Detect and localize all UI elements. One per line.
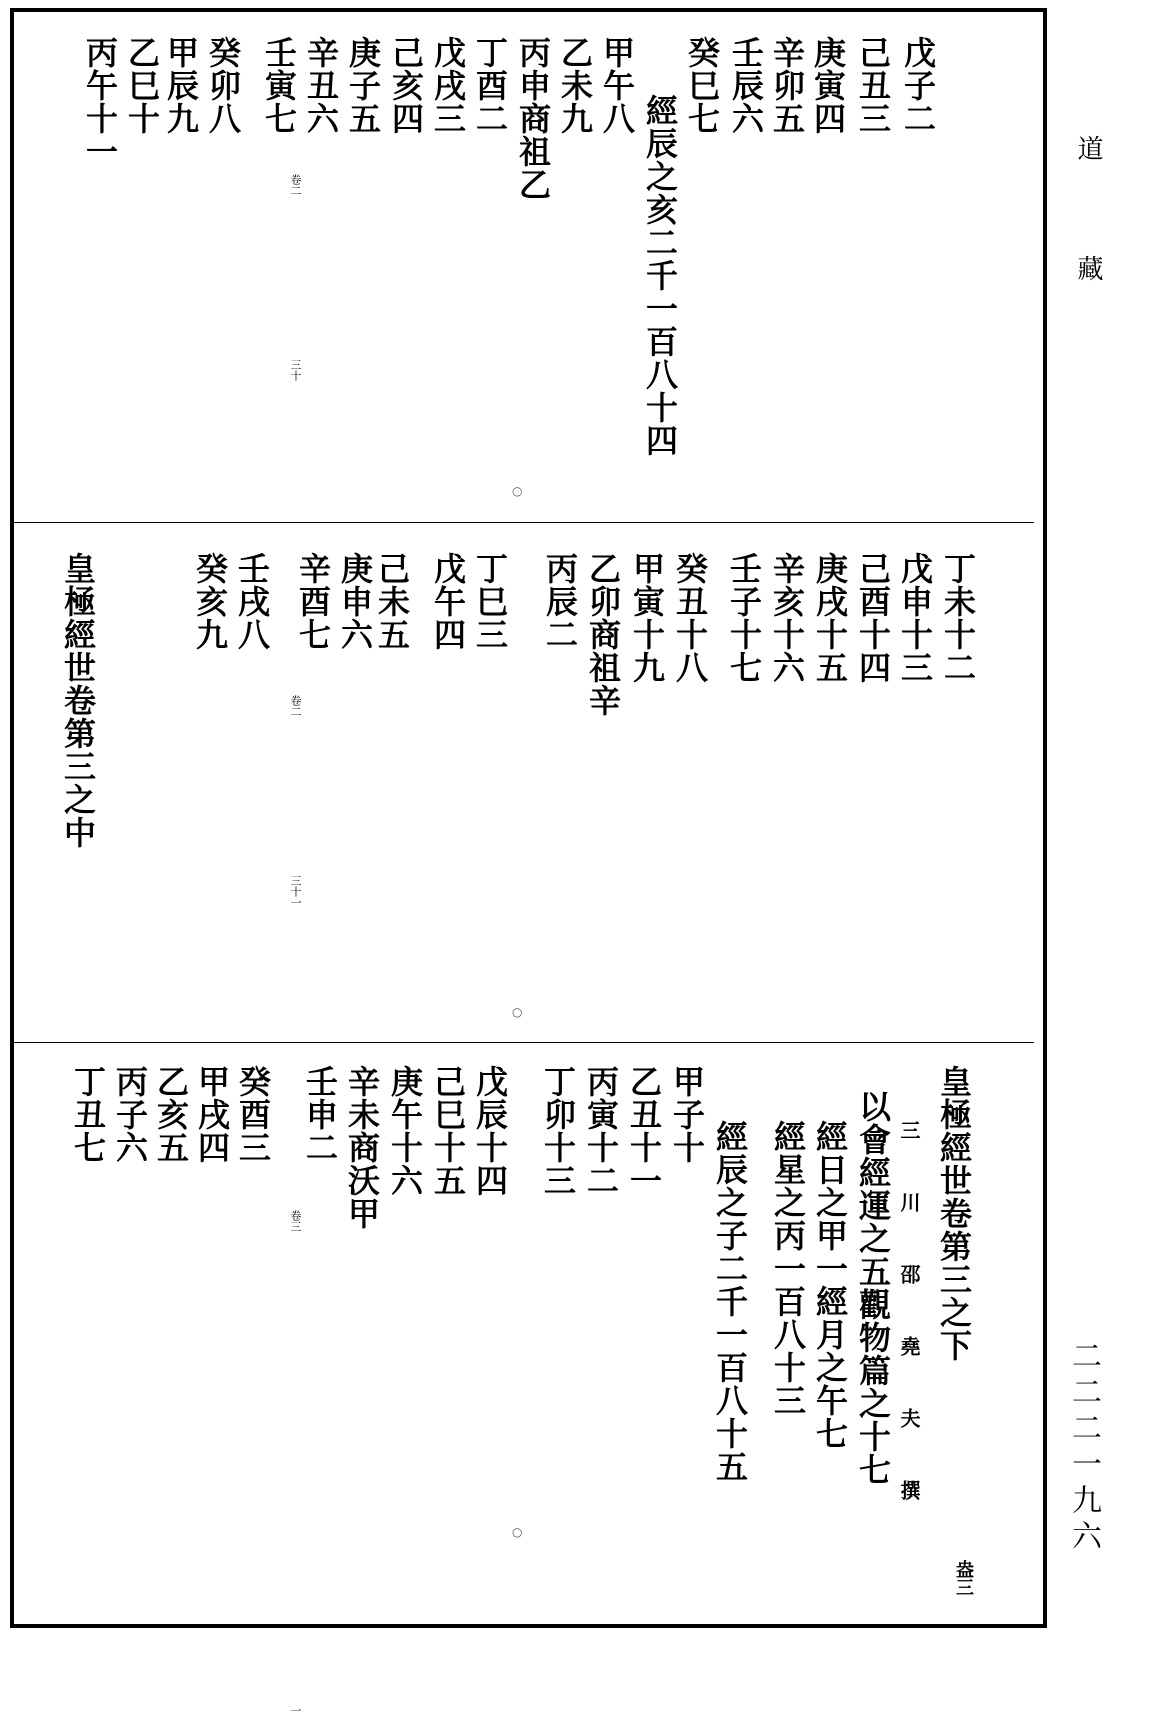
text-column: 戊戌三 bbox=[429, 36, 467, 135]
folio-mark: 三十 bbox=[289, 359, 302, 381]
punch-hole-mark: ○ bbox=[512, 484, 523, 498]
text-column: 經日之甲一經月之午七 bbox=[811, 1120, 849, 1450]
text-column: 丁巳三 bbox=[471, 552, 509, 651]
text-column: 辛卯五 bbox=[768, 36, 806, 135]
text-column: 甲子十 bbox=[668, 1065, 706, 1164]
text-column: 經辰之子二千一百八十五 bbox=[711, 1120, 749, 1483]
text-column: 丙申商祖乙 bbox=[514, 36, 552, 201]
text-column: 丁未十二 bbox=[939, 552, 977, 684]
author-line: 三川邵堯夫撰 bbox=[897, 1120, 921, 1552]
text-column: 甲辰九 bbox=[162, 36, 200, 135]
panel-1 bbox=[14, 14, 1044, 519]
text-column: 甲戌四 bbox=[193, 1065, 231, 1164]
punch-hole-mark: ○ bbox=[512, 1005, 523, 1019]
text-column: 甲午八 bbox=[598, 36, 636, 135]
text-column: 庚子五 bbox=[344, 36, 382, 135]
text-column: 辛酉七 bbox=[294, 552, 332, 651]
volume-title: 皇極經世卷第三之中 bbox=[59, 552, 97, 849]
text-column: 辛亥十六 bbox=[768, 552, 806, 684]
panel-divider-1 bbox=[14, 522, 1034, 523]
punch-hole-mark: ○ bbox=[512, 1525, 523, 1539]
text-column: 乙丑十一 bbox=[625, 1065, 663, 1197]
text-column: 庚戌十五 bbox=[811, 552, 849, 684]
text-column: 己丑三 bbox=[854, 36, 892, 135]
text-column: 丙辰二 bbox=[541, 552, 579, 651]
margin-top-char: 道 bbox=[1073, 135, 1103, 161]
text-column: 丁酉二 bbox=[471, 36, 509, 135]
text-column: 戊辰十四 bbox=[471, 1065, 509, 1197]
text-column: 己酉十四 bbox=[854, 552, 892, 684]
folio-mark: 卷二 bbox=[289, 174, 302, 196]
text-column: 庚午十六 bbox=[386, 1065, 424, 1197]
text-column: 戊申十三 bbox=[896, 552, 934, 684]
text-column: 乙卯商祖辛 bbox=[584, 552, 622, 717]
text-column: 乙巳十 bbox=[123, 36, 161, 135]
text-column: 己亥四 bbox=[387, 36, 425, 135]
text-column: 甲寅十九 bbox=[628, 552, 666, 684]
text-column: 丙午十一 bbox=[81, 36, 119, 168]
text-column: 丙寅十二 bbox=[582, 1065, 620, 1197]
text-column: 癸巳七 bbox=[683, 36, 721, 135]
text-column: 壬辰六 bbox=[727, 36, 765, 135]
folio-mark: 卷三 bbox=[289, 1210, 302, 1232]
folio-mark: 三十一 bbox=[289, 875, 302, 908]
text-column: 丁卯十三 bbox=[539, 1065, 577, 1197]
folio-mark: 一 bbox=[289, 1705, 302, 1716]
text-column: 丁丑七 bbox=[69, 1065, 107, 1164]
text-column: 癸卯八 bbox=[204, 36, 242, 135]
text-column: 經辰之亥二千一百八十四 bbox=[641, 94, 679, 457]
volume-title: 皇極經世卷第三之下 bbox=[935, 1065, 973, 1362]
text-column: 壬戌八 bbox=[233, 552, 271, 651]
text-column: 辛丑六 bbox=[302, 36, 340, 135]
text-column: 庚寅四 bbox=[809, 36, 847, 135]
text-column: 己未五 bbox=[373, 552, 411, 651]
page-number: 二二二一九六 bbox=[1066, 1340, 1101, 1556]
text-column: 戊子二 bbox=[899, 36, 937, 135]
text-column: 丙子六 bbox=[111, 1065, 149, 1164]
text-column: 乙亥五 bbox=[152, 1065, 190, 1164]
panel-divider-2 bbox=[14, 1042, 1034, 1043]
text-column: 壬子十七 bbox=[725, 552, 763, 684]
volume-folio-label: 盎三 bbox=[953, 1560, 974, 1596]
text-column: 庚申六 bbox=[336, 552, 374, 651]
panel-3 bbox=[14, 1050, 1044, 1716]
panel-2 bbox=[14, 530, 1044, 1035]
text-column: 辛未商沃甲 bbox=[343, 1065, 381, 1230]
margin-bottom-char: 藏 bbox=[1073, 255, 1103, 281]
text-column: 乙未九 bbox=[556, 36, 594, 135]
text-column: 壬申二 bbox=[301, 1065, 339, 1164]
folio-mark: 卷二 bbox=[289, 695, 302, 717]
text-column: 經星之丙一百八十三 bbox=[769, 1120, 807, 1417]
text-column: 壬寅七 bbox=[260, 36, 298, 135]
text-column: 戊午四 bbox=[429, 552, 467, 651]
text-column: 以會經運之五觀物篇之十七 bbox=[854, 1090, 892, 1486]
text-column: 癸丑十八 bbox=[671, 552, 709, 684]
text-column: 癸酉三 bbox=[234, 1065, 272, 1164]
text-column: 己巳十五 bbox=[429, 1065, 467, 1197]
text-column: 癸亥九 bbox=[191, 552, 229, 651]
